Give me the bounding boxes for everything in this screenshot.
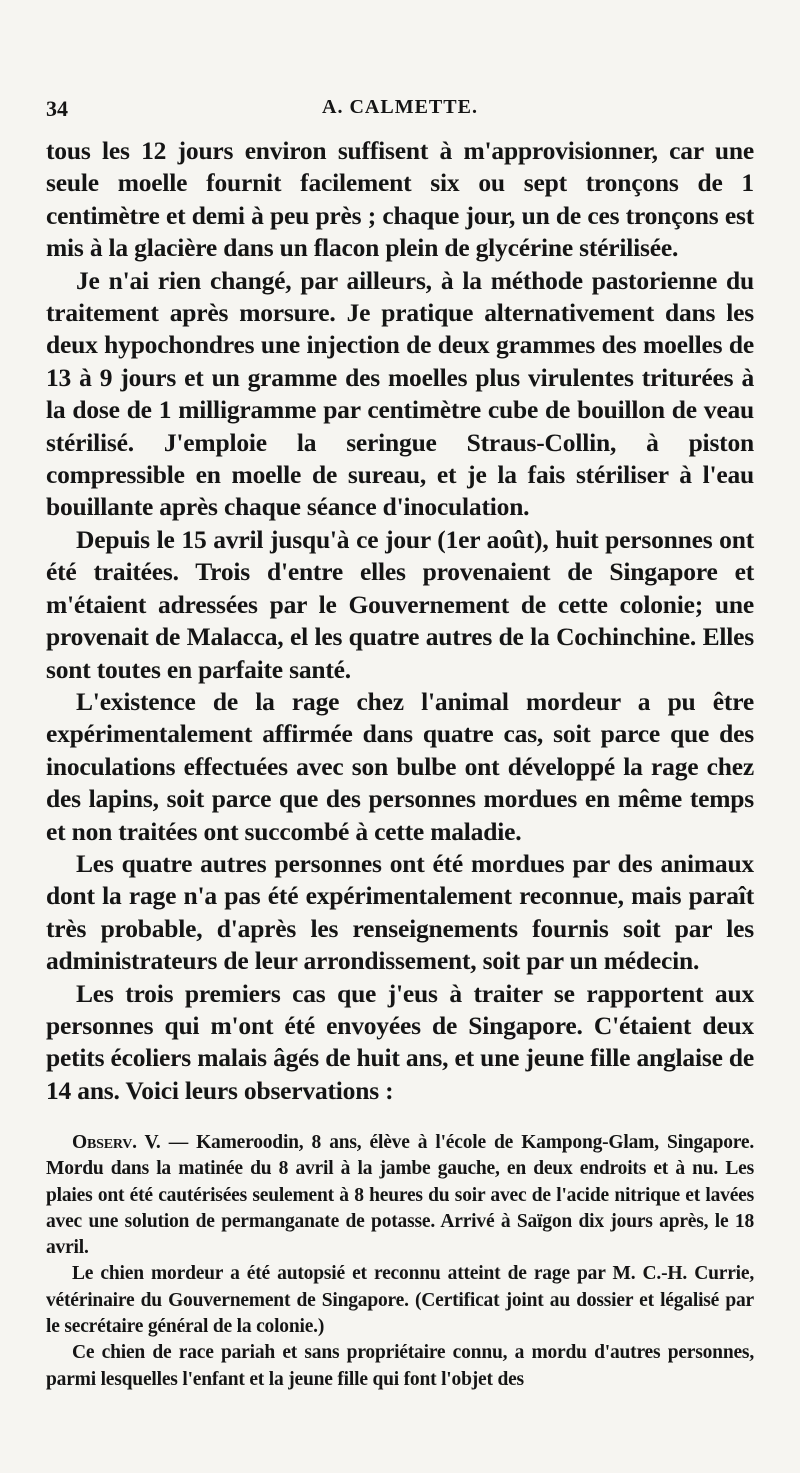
page-number: 34 — [46, 96, 68, 121]
paragraph: Je n'ai rien changé, par ailleurs, à la méthode pastorienne du traitement après morsure. Je pratique alternativement dans les deux hypochondres une injection de deux grammes des moelles de 13 à 9 jours et un gramme des moelles plus virulentes triturées à la dose de 1 milligramme par centimètre cube de bouillon de veau stérilisé. J'emploie la seringue Straus-Collin, à piston compressible en moelle de sureau, et je la fais stériliser à l'eau bouillante après chaque séance d'inoculation. — [46, 265, 754, 522]
paragraph: Les quatre autres personnes ont été mordues par des animaux dont la rage n'a pas été expérimentalement reconnue, mais paraît très probable, d'après les renseignements fournis soit par les administrateurs de leur arrondissement, soit par un médecin. — [46, 848, 754, 976]
observation-paragraph: Ce chien de race pariah et sans propriétaire connu, a mordu d'autres personnes, parmi lesquelles l'enfant et la jeune fille qui font l'objet des — [46, 1342, 754, 1390]
running-head: A. CALMETTE. — [322, 96, 478, 118]
paragraph: L'existence de la rage chez l'animal mordeur a pu être expérimentalement affirmée dans quatre cas, soit parce que des inoculations effectuées avec son bulbe ont développé la rage chez des lapins, soit parce que des personnes mordues en même temps et non traitées ont succombé à cette maladie. — [46, 686, 754, 846]
paragraph: tous les 12 jours environ suffisent à m'approvisionner, car une seule moelle fournit facilement six ou sept tronçons de 1 centimètre et demi à peu près ; chaque jour, un de ces tronçons est mis à la glacière dans un flacon plein de glycérine stérilisée. — [46, 136, 754, 263]
observation-paragraph — [46, 1130, 754, 1261]
observation-label: Observ. V. — [72, 1132, 161, 1153]
body-text — [46, 135, 754, 1107]
observation-notes — [46, 1130, 754, 1393]
observation-paragraph: Le chien mordeur a été autopsié et reconnu atteint de rage par M. C.-H. Currie, vétérinaire du Gouvernement de Singapore. (Certificat joint au dossier et légalisé par le secrétaire général de la colonie.) — [46, 1263, 754, 1338]
page-header — [46, 96, 754, 126]
observation-text: — Kameroodin, 8 ans, élève à l'école de Kampong-Glam, Singapore. Mordu dans la matinée du 8 avril à la jambe gauche, en deux endroits et à nu. Les plaies ont été cautérisées seulement à 8 heures du soir avec de l'acide nitrique et lavées avec une solution de permanganate de potasse. Arrivé à Saïgon dix jours après, le 18 avril. — [46, 1132, 755, 1259]
paragraph: Les trois premiers cas que j'eus à traiter se rapportent aux personnes qui m'ont été envoyées de Singapore. C'étaient deux petits écoliers malais âgés de huit ans, et une jeune fille anglaise de 14 ans. Voici leurs observations : — [46, 978, 754, 1105]
paragraph: Depuis le 15 avril jusqu'à ce jour (1er août), huit personnes ont été traitées. Trois d'entre elles provenaient de Singapore et m'étaient adressées par le Gouvernement de cette colonie; une provenait de Malacca, el les quatre autres de la Cochinchine. Elles sont toutes en parfaite santé. — [46, 524, 754, 684]
